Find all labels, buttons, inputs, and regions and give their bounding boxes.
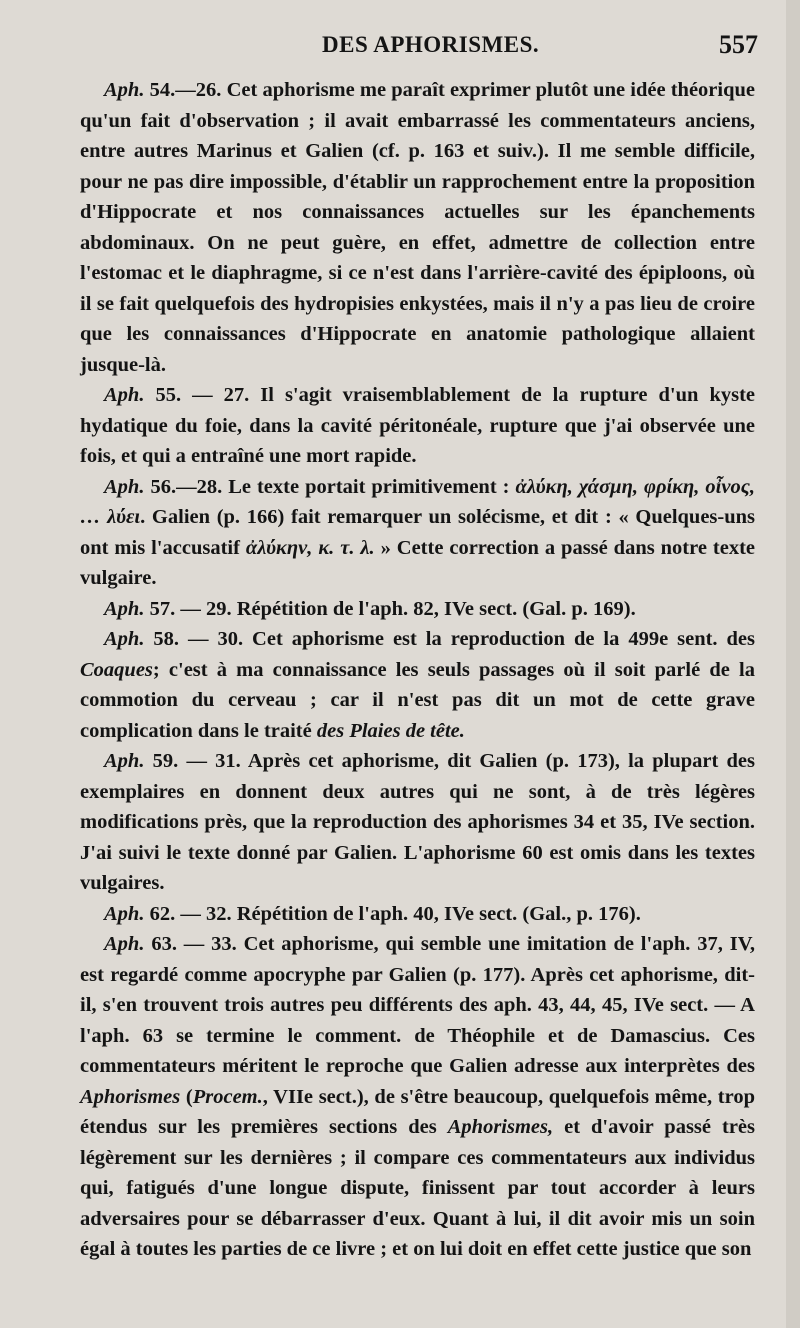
note-paragraph — [80, 624, 755, 746]
note-paragraph — [80, 746, 755, 899]
note-paragraph — [80, 594, 755, 625]
aphorism-reference: Aph. — [104, 384, 145, 406]
aphorism-reference: Aph. — [104, 597, 145, 620]
italic-text: Aphorismes — [80, 1085, 181, 1108]
italic-text: des Plaies de tête. — [316, 719, 465, 742]
page-header — [78, 30, 758, 70]
note-text: » Cette correction a passé dans notre texte vulgaire. — [80, 536, 755, 589]
aphorism-reference: Aph. — [104, 79, 145, 101]
aphorism-reference: Aph. — [104, 902, 145, 925]
note-text: 62. — 32. Répétition de l'aph. 40, IVe sect. (Gal., p. 176). — [144, 902, 641, 925]
note-text: , VIIe sect.), de s'être beaucoup, quelquefois même, trop étendus sur les premières sections des — [80, 1085, 755, 1138]
aphorism-reference: Aph. — [104, 475, 145, 498]
note-paragraph — [80, 380, 755, 472]
note-paragraph — [80, 472, 755, 594]
note-paragraph — [80, 75, 755, 380]
italic-text: ἀλύκη, χάσμη, φρίκη, οἶνος, … λύει — [80, 475, 755, 528]
note-paragraph — [80, 899, 755, 930]
italic-text: Coaques — [80, 658, 153, 681]
aphorism-reference: Aph. — [104, 628, 145, 650]
note-text: ( — [180, 1085, 193, 1108]
note-text: ; c'est à ma connaissance les seuls passages où il soit parlé de la commotion du cerveau ; car il n'est pas dit un mot de cette grave complication dans le traité — [80, 658, 755, 742]
italic-text: ἀλύκην, κ. τ. λ. — [245, 536, 375, 559]
note-text: 58. — 30. Cet aphorisme est la reproduction de la 499e sent. des — [144, 628, 755, 650]
note-text: et d'avoir passé très légèrement sur les dernières ; il compare ces commentateurs aux individus qui, fatigués d'une longue dispute, finissent par tout accorder à leurs adversaires pour se débarrasser d'eux. Quant à lui, il dit avoir mis un soin égal à toutes les parties de ce livre ; et on lui doit en effet cette justice que son — [80, 1116, 755, 1260]
note-text: 63. — 33. Cet aphorisme, qui semble une imitation de l'aph. 37, IV, est regardé comme apocryphe par Galien (p. 177). Après cet aphorisme, dit-il, s'en trouvent trois autres peu différents des aph. 43, 44, 45, IVe sect. — A l'aph. 63 se termine le comment. de Théophile et de Damascius. Ces commentateurs méritent le reproche que Galien adresse aux interprètes des — [80, 933, 755, 1077]
note-text: 54.—26. Cet aphorisme me paraît exprimer plutôt une idée théorique qu'un fait d'observation ; il avait embarrassé les commentateurs anciens, entre autres Marinus et Galien (cf. p. 163 et suiv.). Il me semble difficile, pour ne pas dire impossible, d'établir un rapprochement entre la proposition d'Hippocrate et nos connaissances actuelles sur les épanchements abdominaux. On ne peut guère, en effet, admettre de collection entre l'estomac et le diaphragme, si ce n'est dans l'arrière-cavité des épiploons, où il se fait quelquefois des hydropisies enkystées, mais il n'y a pas lieu de croire que les connaissances d'Hippocrate en anatomie pathologique allaient jusque-là. — [80, 79, 755, 376]
note-paragraph — [80, 929, 755, 1265]
italic-text: Aphorismes, — [447, 1116, 554, 1138]
note-text: 56.—28. Le texte portait primitivement : — [144, 475, 516, 498]
italic-text: Procem. — [192, 1085, 263, 1108]
aphorism-reference: Aph. — [104, 933, 145, 955]
running-title: DES APHORISMES. — [322, 32, 540, 57]
note-text: 55. — 27. Il s'agit vraisemblablement de la rupture d'un kyste hydatique du foie, dans la cavité péritonéale, rupture que j'ai observée une fois, et qui a entraîné une mort rapide. — [80, 384, 755, 467]
body-text — [80, 75, 755, 1265]
aphorism-reference: Aph. — [104, 750, 145, 772]
note-text: 59. — 31. Après cet aphorisme, dit Galien (p. 173), la plupart des exemplaires en donnent deux autres qui ne sont, à de très légères modifications près, que la reproduction des aphorismes 34 et 35, IVe section. J'ai suivi le texte donné par Galien. L'aphorisme 60 est omis dans les textes vulgaires. — [80, 750, 755, 894]
note-text: . Galien (p. 166) fait remarquer un solécisme, et dit : « Quelques-uns ont mis l'accusatif — [80, 506, 756, 559]
note-text: 57. — 29. Répétition de l'aph. 82, IVe sect. (Gal. p. 169). — [144, 597, 636, 620]
page-edge — [786, 0, 800, 1328]
page-number: 557 — [719, 30, 758, 59]
